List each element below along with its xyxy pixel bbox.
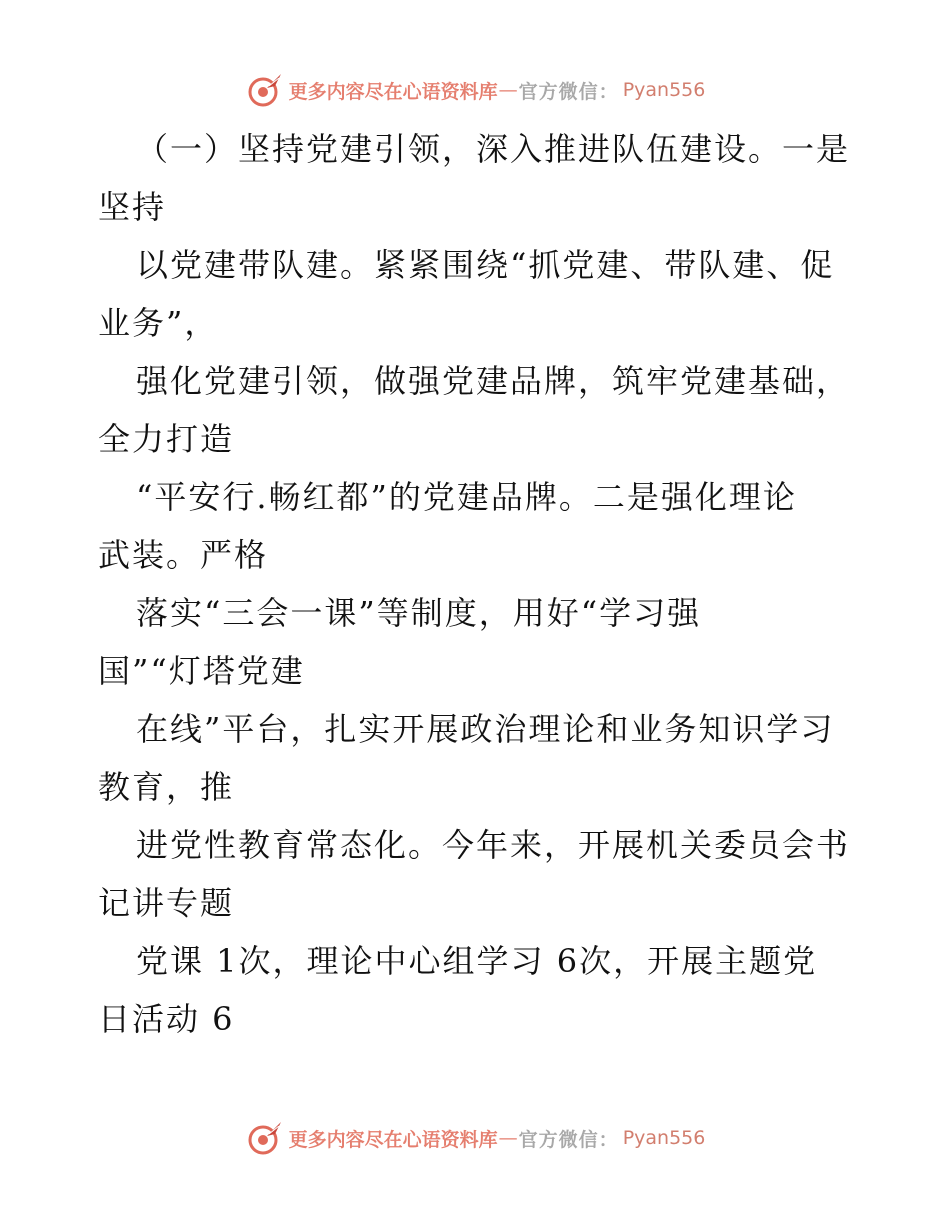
watermark-header [0,70,950,110]
text-line: 强化党建引领，做强党建品牌，筑牢党建基础， [136,362,851,400]
watermark-main-text: 更多内容尽在心语资料库 [288,1128,498,1151]
watermark-dash: — [498,79,518,101]
text-line: 业务”， [98,304,219,342]
text-line: 党课 1次，理论中心组学习 6次，开展主题党 [136,942,818,980]
watermark-dash: — [498,1127,518,1149]
text-line: 进党性教育常态化。今年来，开展机关委员会书 [136,826,851,864]
watermark-wechat-id: Pyan556 [622,1127,706,1149]
watermark-sub-text: 官方微信： [518,1128,619,1151]
text-line: 落实“三会一课”等制度，用好“学习强 [136,594,702,632]
text-line: 武装。严格 [98,536,269,574]
quill-logo-icon [245,1118,285,1158]
watermark-wechat-id: Pyan556 [622,79,706,101]
text-line: 以党建带队建。紧紧围绕“抓党建、带队建、促 [136,246,835,284]
watermark-main-text: 更多内容尽在心语资料库 [288,80,498,103]
watermark-footer [0,1118,950,1158]
document-body [98,120,858,1048]
text-line: 国”“灯塔党建 [98,652,305,690]
text-line: 记讲专题 [98,884,235,922]
text-line: 全力打造 [98,420,235,458]
text-line: 教育，推 [98,768,235,806]
text-line: （一）坚持党建引领，深入推进队伍建设。一是 [136,130,851,168]
text-line: “平安行.畅红都”的党建品牌。二是强化理论 [136,478,797,516]
watermark-sub-text: 官方微信： [518,80,619,103]
text-line: 日活动 6 [98,1000,235,1038]
quill-logo-icon [245,70,285,110]
text-line: 在线”平台，扎实开展政治理论和业务知识学习 [136,710,835,748]
text-line: 坚持 [98,188,167,226]
